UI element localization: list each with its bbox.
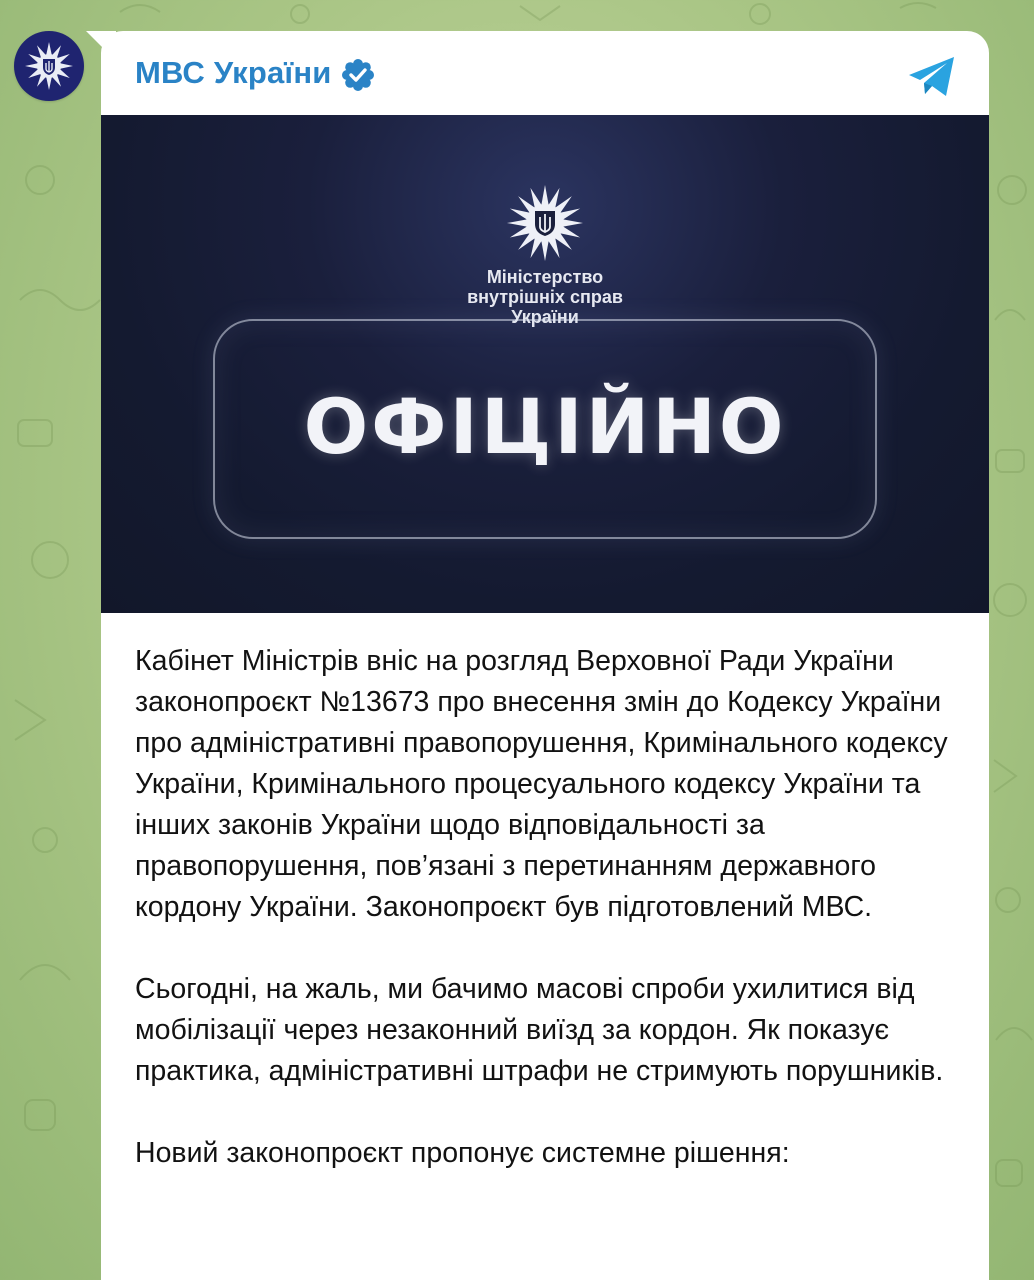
channel-avatar[interactable]	[14, 31, 84, 101]
ministry-emblem-icon	[505, 183, 585, 263]
headline-official: ОФІЦІЙНО	[303, 382, 787, 471]
post-header	[101, 31, 989, 115]
police-emblem-icon	[23, 40, 75, 92]
channel-name[interactable]: МВС України	[135, 55, 332, 90]
channel-post	[101, 31, 989, 1280]
verified-badge-icon	[341, 58, 375, 92]
ministry-name-line-1: Міністерство	[486, 267, 604, 287]
ministry-name-line-2: внутрішніх справ	[467, 287, 623, 307]
post-image[interactable]	[101, 115, 989, 613]
post-paragraph-3: Новий законопроєкт пропонує системне рішення:	[135, 1137, 790, 1169]
post-paragraph-1: Кабінет Міністрів вніс на розгляд Верховної Ради України законопроєкт №13673 про внесення змін до Кодексу України про адміністративні правопорушення, Кримінального кодексу України, Кримінального процесуального кодексу України та інших законів України щодо відповідальності за правопорушення, пов’язані з перетинанням державного кордону України. Законопроєкт був підготовлений МВС.	[135, 645, 948, 923]
post-body	[135, 641, 965, 1215]
post-paragraph-2: Сьогодні, на жаль, ми бачимо масові спроби ухилитися від мобілізації через незаконний виїзд за кордон. Як показує практика, адміністративні штрафи не стримують порушників.	[135, 973, 944, 1087]
ministry-name-line-3: України	[511, 307, 579, 327]
telegram-plane-icon[interactable]	[907, 55, 957, 99]
ministry-name	[395, 267, 695, 327]
